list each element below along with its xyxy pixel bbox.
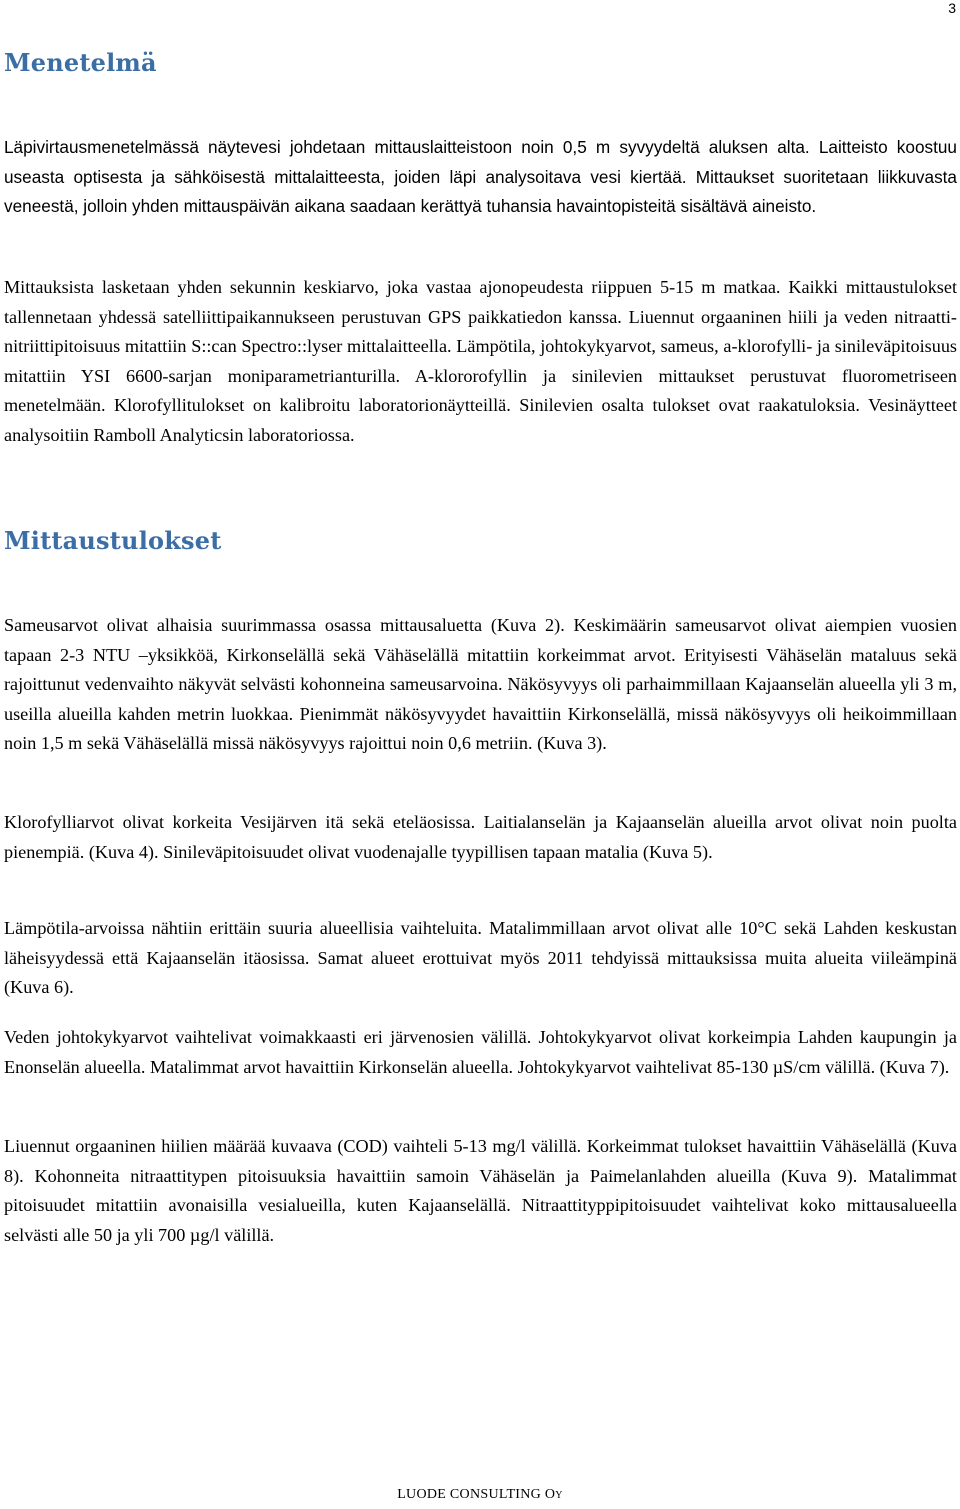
results-paragraph-5: Liuennut orgaaninen hiilien määrää kuvaava (COD) vaihteli 5-13 mg/l välillä. Korkeimmat tulokset havaittiin Vähäselällä (Kuva 8). Kohonneita nitraattitypen pitoisuuksia havaittiin samoin Vähäselän ja Paimelanlahden alueilla (Kuva 9). Matalimmat pitoisuudet mitattiin avonaisilla vesialueilla, kuten Kajaanselällä. Nitraattityppipitoisuudet vaihtelivat koko mittausalueella selvästi alle 50 ja yli 700 µg/l välillä. [4,1136,957,1245]
results-paragraph-3: Lämpötila-arvoissa nähtiin erittäin suuria alueellisia vaihteluita. Matalimmillaan arvot olivat alle 10°C sekä Lahden keskustan läheisyydessä että Kajaanselän itäosissa. Samat alueet erottuivat myös 2011 tehdyissä mittauksissa muita alueita viileämpinä (Kuva 6). [4,918,957,997]
results-paragraph-4: Veden johtokykyarvot vaihtelivat voimakkaasti eri järvenosien välillä. Johtokykyarvot olivat korkeimpia Lahden kaupungin ja Enonselän alueella. Matalimmat arvot havaittiin Kirkonselän alueella. Johtokykyarvot vaihtelivat 85-130 µS/cm välillä. (Kuva 7). [4,1027,957,1077]
footer-company-name: LUODE CONSULTING Oy [397,1487,563,1502]
results-paragraph-2: Klorofylliarvot olivat korkeita Vesijärven itä sekä eteläosissa. Laitialanselän ja Kajaanselän alueilla arvot olivat noin puolta pienempiä. (Kuva 4). Sinileväpitoisuudet olivat vuodenajalle tyypillisen tapaan matalia (Kuva 5). [4,812,957,862]
page-number: 3 [948,0,956,16]
page-footer [0,1487,960,1503]
section-title-method: Menetelmä [4,48,157,77]
section-title-results: Mittaustulokset [4,526,222,555]
results-paragraph-1: Sameusarvot olivat alhaisia suurimmassa osassa mittausaluetta (Kuva 2). Keskimäärin sameusarvot olivat aiempien vuosien tapaan 2-3 NTU –yksikköä, Kirkonselällä sekä Vähäselällä mitattiin korkeimmat arvot. Erityisesti Vähäselän mataluus sekä rajoittunut vedenvaihto näkyvät selvästi kohonneina sameusarvoina. Näkösyvyys oli parhaimmillaan Kajaanselän alueella yli 3 m, useilla alueilla kahden metrin luokkaa. Pienimmät näkösyvyydet havaittiin Kirkonselällä, missä näkösyvyys oli heikoimmillaan noin 1,5 m sekä Vähäselällä missä näkösyvyys rajoittui noin 0,6 metriin. (Kuva 3). [4,615,957,753]
method-paragraph-1: Läpivirtausmenetelmässä näytevesi johdetaan mittauslaitteistoon noin 0,5 m syvyydeltä aluksen alta. Laitteisto koostuu useasta optisesta ja sähköisestä mittalaitteesta, joiden läpi analysoitava vesi kiertää. Mittaukset suoritetaan liikkuvasta veneestä, jolloin yhden mittauspäivän aikana saadaan kerättyä tuhansia havaintopisteitä sisältävä aineisto. [4,137,957,216]
method-paragraph-2: Mittauksista lasketaan yhden sekunnin keskiarvo, joka vastaa ajonopeudesta riippuen 5-15 m matkaa. Kaikki mittaustulokset tallennetaan yhdessä satelliittipaikannukseen perustuvan GPS paikkatiedon kanssa. Liuennut orgaaninen hiili ja veden nitraatti-nitriittipitoisuus mitattiin S::can Spectro::lyser mittalaitteella. Lämpötila, johtokykyarvot, sameus, a-klorofylli- ja sinileväpitoisuus mitattiin YSI 6600-sarjan moniparametrianturilla. A-klororofyllin ja sinilevien mittaukset perustuvat fluorometriseen menetelmään. Klorofyllitulokset on kalibroitu laboratorionäytteillä. Sinilevien osalta tulokset ovat raakatuloksia. Vesinäytteet analysoitiin Ramboll Analyticsin laboratoriossa. [4,277,957,445]
